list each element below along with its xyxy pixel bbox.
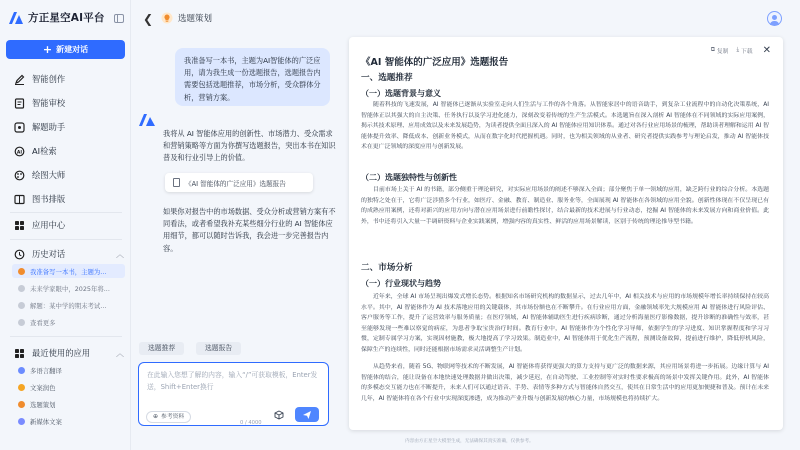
sidebar-item-label: 图书排版 [32, 194, 66, 204]
paragraph: 随着科技的飞速发展，AI 智能体已逐渐从实验室走向人们生活与工作的各个角落。从智能家居中的语音助手，到复杂工业流程中的自动化决策系统，AI 智能体正以其强大的自主决策、任务执行以及学习进化能力，深刻改变着传统的生产生活模式。本选题旨在深入剖析 AI 智能体在不同领域的实际应用案例，揭示其技术原理、应用成效以及未来发展趋势，为读者提供全面且深入的 AI 智能体应用知识体系。通过对各行业应用场景的梳理，帮助读者理解和运用 AI 智能体提升效率、降低成本、创新业务模式，从而在数字化时代把握机遇。同时，也为相关领域的从业者、研究者提供实践参考与理论启发，推动 AI 智能体技术在更广泛领域的深度应用与创新发展。 [361, 102, 769, 151]
recent-app-label: 选题策划 [30, 400, 56, 409]
assistant-logo-icon [138, 113, 156, 127]
suggestion-chip[interactable]: 选题推荐 [139, 342, 184, 355]
download-label: 下载 [741, 49, 753, 55]
close-icon[interactable]: ✕ [762, 45, 771, 56]
history-item[interactable] [12, 281, 125, 295]
send-icon [302, 410, 312, 420]
more-dot-icon [18, 319, 25, 326]
sidebar-item-label: 绘图大师 [32, 170, 66, 180]
recent-app-item[interactable] [12, 363, 125, 377]
chevron-up-icon[interactable]: ︿ [116, 250, 124, 259]
recent-app-item[interactable] [12, 397, 125, 411]
subsection-heading: （一）选题背景与意义 [361, 89, 441, 98]
sidebar-item-label: AI检索 [32, 146, 57, 156]
add-circle-icon: ⊕ [153, 413, 159, 420]
assistant-message: 我将从 AI 智能体应用的创新性、市场潜力、受众需求和营销策略等方面为你撰写选题报告，突出本书在知识普及和行业引导上的价值。 [163, 129, 336, 163]
char-counter: 0 / 4000 [240, 420, 262, 426]
brand-logo-icon [8, 11, 24, 25]
topic-dot-icon [18, 268, 25, 275]
sidebar [0, 0, 131, 450]
user-avatar[interactable] [767, 11, 782, 26]
sidebar-item-review[interactable] [14, 97, 65, 109]
copy-icon: ⧉ [710, 47, 715, 53]
disclaimer: 内容由方正星空大模型生成，无法确保其真实准确，仅供参考。 [405, 439, 534, 444]
sidebar-item-solver[interactable] [14, 121, 65, 133]
page-title-text: 选题策划 [178, 14, 213, 24]
recent-app-label: 文案润色 [30, 383, 56, 392]
paragraph: 近年来，全球 AI 市场呈现出爆发式增长态势。根据知名市场研究机构的数据显示，过去几年中，AI 相关技术与应用的市场规模年增长率持续保持在较高水平。其中，AI 智能体作为 AI 技术落地应用的关键载体，其市场份额也在不断攀升。在行业应用方面，金融领域率先大规模应用 AI 智能体进行风险评估、客户服务等工作，提升了运营效率与服务质量；在医疗领域，AI 智能体辅助医生进行疾病诊断，通过分析海量医疗影像数据，提升诊断的准确性与效率，甚至能够发现一些难以察觉的病症，为患者争取宝贵治疗时间。教育行业中，AI 智能体作为个性化学习导师，依据学生的学习进度、知识掌握程度和学习习惯，定制专属学习方案，实现因材施教，极大地提高了学习效果。制造业中，AI 智能体用于优化生产流程，预测设备故障，提前进行维护，降低停机风险，保障生产的连续性，同时还能根据市场需求灵活调整生产计划。 [361, 294, 769, 353]
sidebar-item-app-center[interactable] [14, 219, 65, 231]
history-item[interactable] [12, 264, 125, 278]
chat-dot-icon [18, 285, 25, 292]
apps-icon [14, 348, 25, 359]
send-button[interactable] [295, 407, 319, 422]
copy-label: 复制 [716, 49, 729, 55]
paragraph: 目前市场上关于 AI 的书籍，部分侧重于理论研究，对实际应用场景的阐述不够深入全面；部分聚焦于单一领域的应用，缺乏跨行业的综合分析。本选题的独特之处在于，它将广泛涉猎多个行业，如医疗、金融、教育、制造业、服务业等，全面展现 AI 智能体在各领域的应用全貌。创新性体现在不仅呈现已有的成熟应用案例，还将对新兴的应用方向与潜在应用场景进行前瞻性探讨，结合最新的技术进展与行业动态，挖掘 AI 智能体的未来发展方向和商业价值。此外，书中还将引入大量一手调研资料与企业实践案例，增强内容的真实性、鲜活的应用场景解读，区别于传统的理论推导型书籍。 [361, 187, 769, 225]
sidebar-item-ai-search[interactable] [14, 145, 57, 157]
chat-input[interactable] [147, 369, 323, 395]
view-more-label: 查看更多 [30, 318, 56, 327]
new-chat-button[interactable] [6, 40, 125, 59]
book-icon [14, 98, 25, 109]
recent-title: 最近使用的应用 [32, 348, 91, 358]
download-button[interactable] [736, 46, 752, 55]
subsection-heading: （一）行业现状与趋势 [361, 279, 441, 288]
history-item-label: 我准备写一本书，主题为... [30, 267, 107, 276]
reference-button[interactable] [146, 411, 191, 423]
page-title [161, 12, 212, 24]
top-bar [131, 0, 800, 38]
section-heading: 一、选题推荐 [361, 73, 413, 83]
suggestion-chip[interactable]: 选题报告 [196, 342, 241, 355]
document-title: 《AI 智能体的广泛应用》选题报告 [361, 57, 509, 68]
sidebar-item-draw[interactable] [14, 169, 65, 181]
history-item[interactable] [12, 298, 125, 312]
cube-icon[interactable] [274, 410, 284, 420]
section-heading: 二、市场分析 [361, 263, 413, 273]
history-item-label: 未来学家眼中，2025年将... [30, 284, 110, 293]
brand[interactable] [8, 10, 105, 25]
sidebar-item-label: 应用中心 [32, 220, 66, 230]
reference-label: 参考资料 [161, 414, 185, 420]
divider [10, 336, 122, 337]
app-name: 方正星空AI平台 [28, 12, 105, 24]
subsection-heading: （二）选题独特性与创新性 [361, 173, 457, 182]
sidebar-item-label: 智能创作 [32, 74, 66, 84]
report-file-name: 《AI 智能体的广泛应用》选题报告 [185, 179, 286, 188]
view-more-link[interactable] [12, 315, 125, 329]
newmedia-app-icon [18, 418, 25, 425]
sidebar-collapse-icon[interactable] [114, 14, 124, 23]
document-panel [349, 37, 783, 430]
chevron-up-icon[interactable]: ︿ [116, 349, 124, 358]
ai-search-icon [14, 146, 25, 157]
recent-app-item[interactable] [12, 380, 125, 394]
grid-icon [14, 220, 25, 231]
report-file-card[interactable] [165, 173, 313, 192]
svg-text:AI: AI [16, 149, 23, 155]
translate-app-icon [18, 367, 25, 374]
bulb-icon [161, 12, 173, 24]
sidebar-item-writing[interactable] [14, 73, 65, 85]
divider [10, 239, 122, 240]
assistant-message: 如果你对报告中的市场数据、受众分析或营销方案有不同看法，或者希望我补充某些细分行业的 AI 智能体应用细节，都可以随时告诉我，我会进一步完善报告内容。 [163, 207, 336, 253]
recent-apps-header[interactable] [14, 347, 124, 359]
layout-icon [14, 194, 25, 205]
recent-app-item[interactable] [12, 414, 125, 428]
sidebar-item-layout[interactable] [14, 193, 65, 205]
history-item-label: 解题：某中学的期末考试... [30, 301, 107, 310]
history-section-header[interactable] [14, 248, 124, 260]
paragraph: 从趋势来看，随着 5G、物联网等技术的不断发展，AI 智能体将获得更强大的算力支持与更广泛的数据来源，其应用场景将进一步拓展。边缘计算与 AI 智能体的结合，能让设备在本地快速处理数据并做出决策，减少延迟，在自动驾驶、工业控制等对实时性要求极高的场景中发挥关键作用。此外，AI 智能体的多模态交互能力也在不断提升，未来人们可以通过语音、手势、表情等多种方式与智能体自然交互，使其在日常生活中的应用更加便捷和普及。预计在未来几年，AI 智能体将在各个行业中实现深度渗透，成为推动产业升级与创新发展的核心力量，市场规模也将持续扩大。 [361, 364, 769, 402]
topic-app-icon [18, 401, 25, 408]
recent-app-label: 多语言翻译 [30, 366, 62, 375]
copy-button[interactable] [711, 46, 729, 55]
history-title: 历史对话 [32, 249, 66, 259]
sidebar-item-label: 智能审校 [32, 98, 66, 108]
recent-app-label: 新媒体文案 [30, 417, 62, 426]
plus-icon: + [42, 43, 53, 56]
document-actions [711, 45, 771, 56]
new-chat-label: 新建对话 [56, 45, 89, 54]
divider [10, 212, 122, 213]
chat-dot-icon [18, 302, 25, 309]
download-icon: ⤓ [736, 47, 739, 53]
back-arrow-icon[interactable]: ❮ [143, 12, 154, 26]
chat-input-box [138, 362, 329, 426]
palette-icon [14, 170, 25, 181]
puzzle-icon [14, 122, 25, 133]
polish-app-icon [18, 384, 25, 391]
sidebar-item-label: 解题助手 [32, 122, 66, 132]
user-message: 我准备写一本书，主题为AI智能体的广泛应用，请为我生成一份选题报告，选题报告内需要包括选题推荐，市场分析，受众群体分析，营销方案。 [175, 48, 330, 106]
pen-icon [14, 74, 25, 85]
history-icon [14, 249, 25, 260]
document-icon [173, 178, 180, 187]
